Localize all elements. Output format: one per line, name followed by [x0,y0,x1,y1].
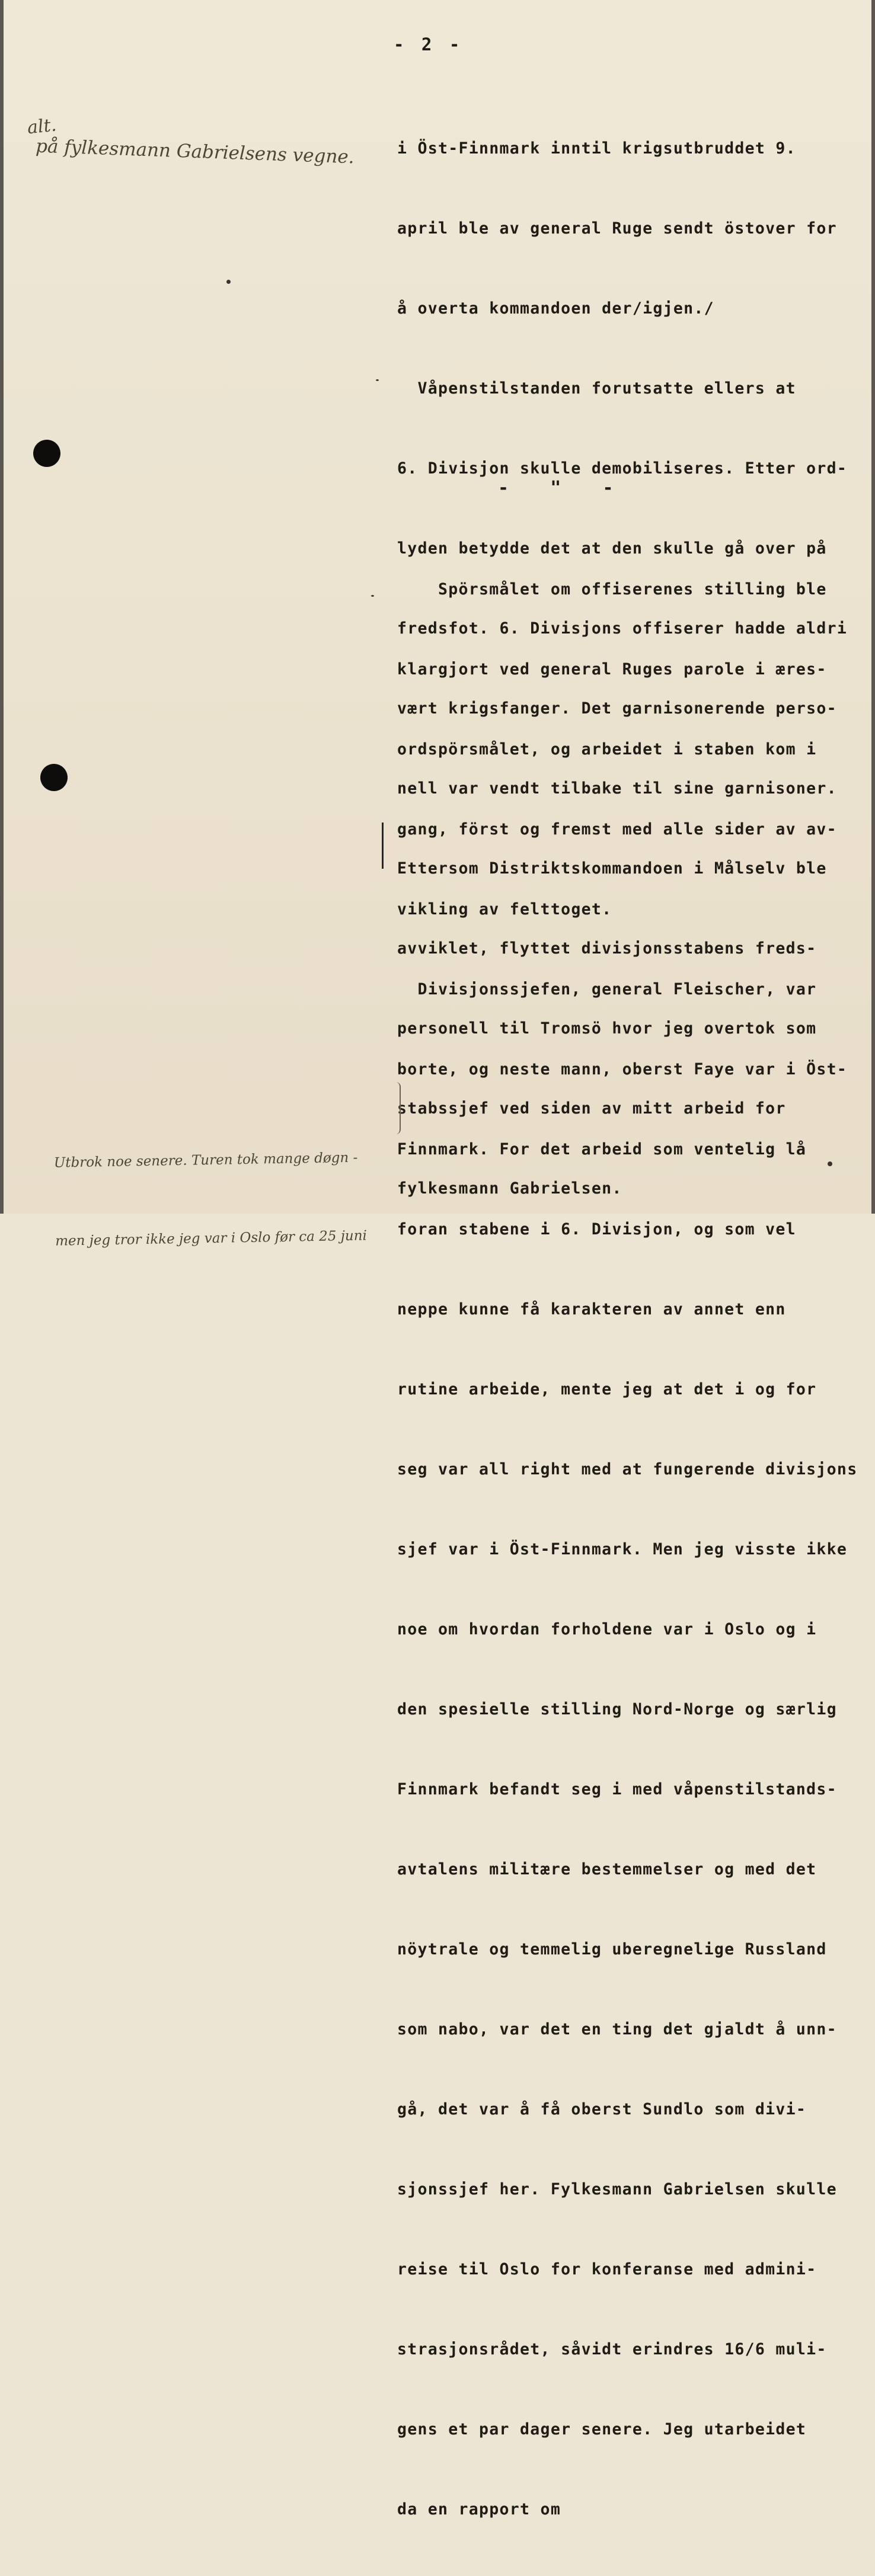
text-line: sjef var i Öst-Finnmark. Men jeg visste ikke [397,1540,848,1559]
scan-edge-right [871,0,875,1214]
punch-hole [40,764,68,791]
scan-edge-left [0,0,4,1214]
text-line: Finnmark befandt seg i med våpenstilstands- [397,1780,837,1799]
text-line: Våpenstilstanden forutsatte ellers at [397,379,796,398]
handwritten-margin-tag: alt. [26,114,58,139]
handwritten-margin-note: på fylkesmann Gabrielsens vegne. [35,135,355,168]
text-line: gå, det var å få oberst Sundlo som divi- [397,2100,807,2119]
text-line: lyden betydde det at den skulle gå over på [397,539,827,558]
text-line: avviklet, flyttet divisjonsstabens freds- [397,939,817,958]
text-line: seg var all right med at fungerende divisjons [397,1460,858,1479]
text-line: personell til Tromsö hvor jeg overtok som [397,1019,817,1038]
text-line: strasjonsrådet, såvidt erindres 16/6 muli- [397,2340,827,2359]
text-line: som nabo, var det en ting det gjaldt å unn- [397,2020,837,2039]
text-line: den spesielle stilling Nord-Norge og særlig [397,1700,837,1719]
typed-paragraph-block-2 [397,523,866,2576]
ink-speck [371,595,374,597]
text-line: stabssjef ved siden av mitt arbeid for [397,1099,786,1118]
text-line: reise til Oslo for konferanse med admini- [397,2260,817,2279]
text-line: Spörsmålet om offiserenes stilling ble [397,580,827,599]
text-line: noe om hvordan forholdene var i Oslo og i [397,1620,817,1639]
text-line: vært krigsfanger. Det garnisonerende perso- [397,699,837,718]
text-line: avtalens militære bestemmelser og med det [397,1860,817,1879]
text-line: da en rapport om [397,2500,561,2519]
text-line: fylkesmann Gabrielsen. [397,1179,622,1198]
text-line: foran stabene i 6. Divisjon, og som vel [397,1220,796,1239]
text-line: rutine arbeide, mente jeg at det i og for [397,1380,817,1399]
text-line: ordspörsmålet, og arbeidet i staben kom i [397,740,817,759]
margin-brace [396,1082,401,1134]
section-divider: - " - [498,478,616,498]
text-line: borte, og neste mann, oberst Faye var i Öst- [397,1060,848,1079]
ink-speck [828,1161,832,1166]
handwritten-bottom-note [53,1092,368,1306]
text-line: vikling av felttoget. [397,900,612,919]
text-line: Divisjonssjefen, general Fleischer, var [397,980,817,999]
text-line: i Öst-Finnmark inntil krigsutbruddet 9. [397,139,796,158]
ink-speck [226,280,231,284]
text-line: å overta kommandoen der/igjen./ [397,299,714,318]
text-line: fredsfot. 6. Divisjons offiserer hadde aldri [397,619,848,638]
ink-speck [376,379,379,381]
text-line: gang, först og fremst med alle sider av av- [397,820,837,839]
text-line: nöytrale og temmelig uberegnelige Russland [397,1940,827,1959]
text-line: Ettersom Distriktskommandoen i Målselv ble [397,859,827,878]
text-line: klargjort ved general Ruges parole i æres- [397,660,827,679]
text-line: april ble av general Ruge sendt östover for [397,219,837,238]
text-line: nell var vendt tilbake til sine garnisoner. [397,779,837,798]
handwritten-line: men jeg tror ikke jeg var i Oslo før ca 25 juni [55,1228,368,1249]
text-line: 6. Divisjon skulle demobiliseres. Etter ord- [397,459,848,478]
handwritten-line: Utbrok noe senere. Turen tok mange døgn - [53,1150,358,1171]
text-line: Finnmark. For det arbeid som ventelig lå [397,1140,807,1159]
page-number: - 2 - [394,34,464,55]
text-line: neppe kunne få karakteren av annet enn [397,1300,786,1319]
margin-mark [382,823,384,869]
text-line: sjonssjef her. Fylkesmann Gabrielsen skulle [397,2180,837,2199]
punch-hole [33,440,60,467]
text-line: gens et par dager senere. Jeg utarbeidet [397,2420,807,2439]
